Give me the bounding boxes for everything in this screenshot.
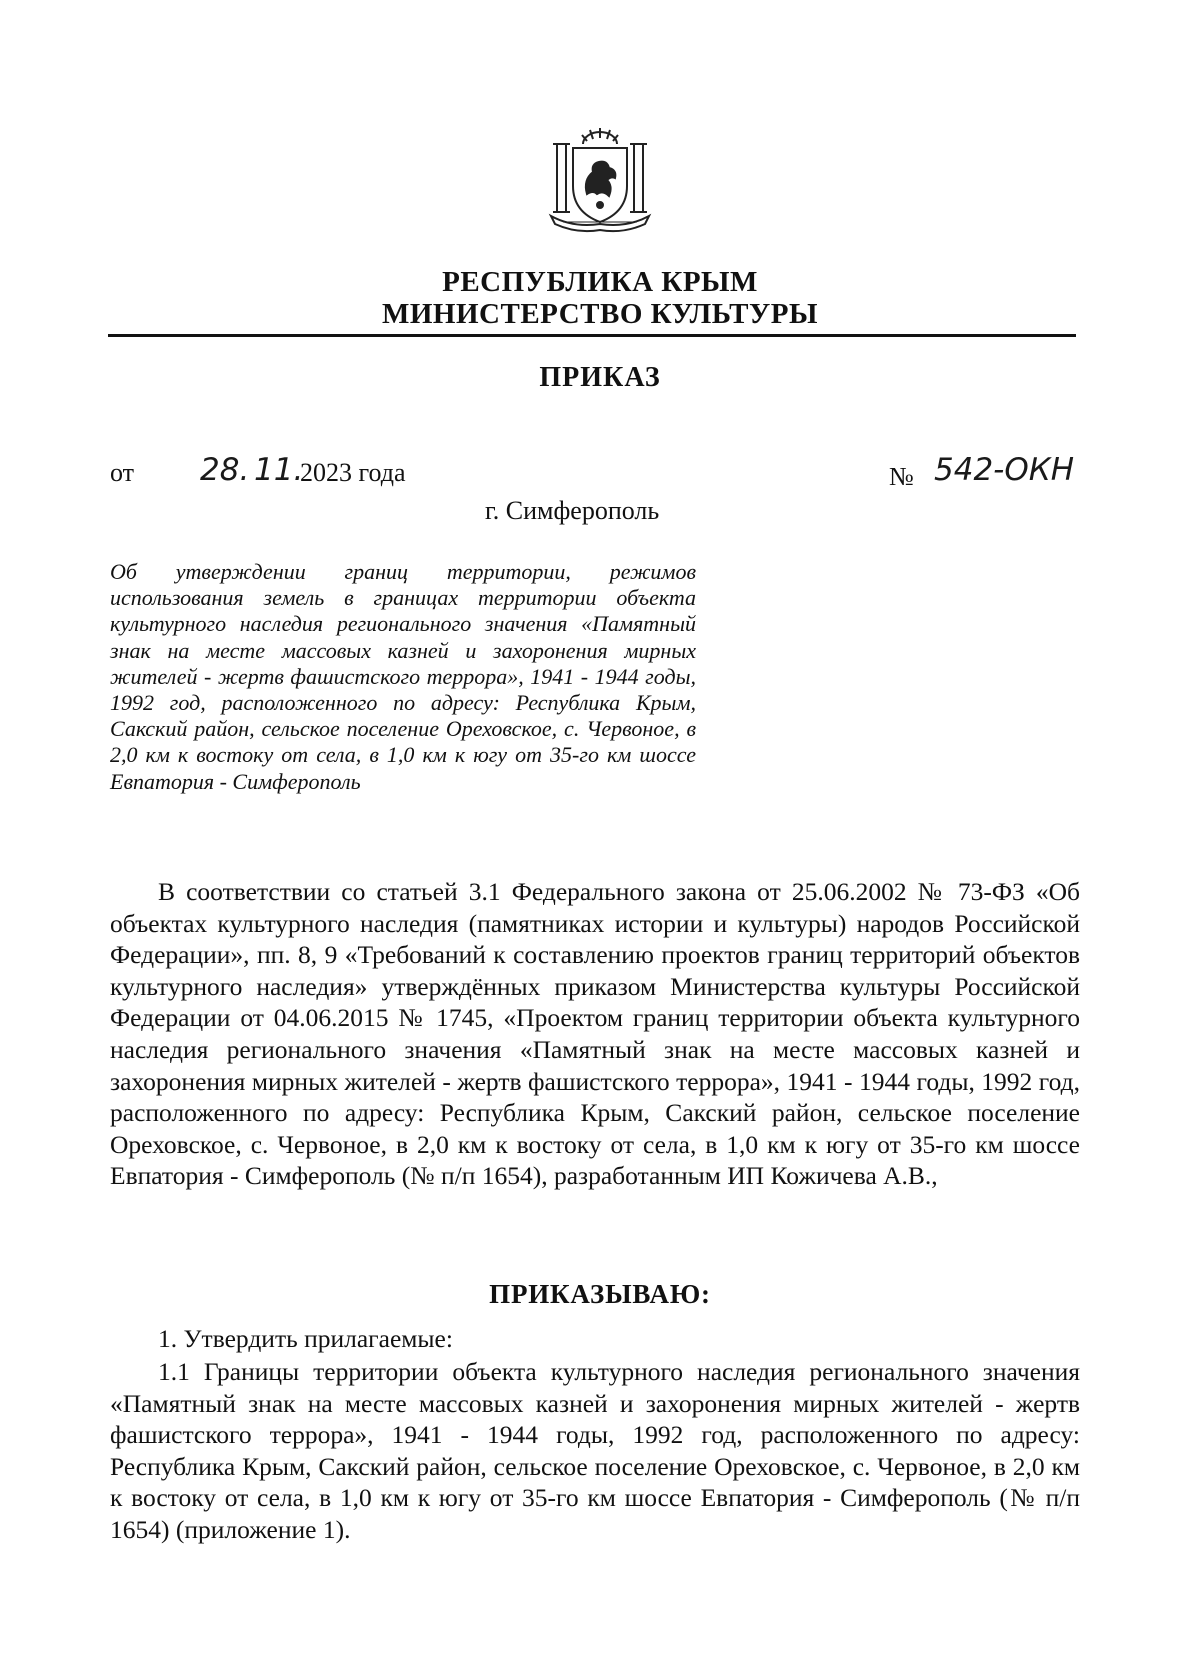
number-sign: № [889,462,914,491]
document-type: ПРИКАЗ [539,362,661,393]
handwritten-document-number: 542-ОКН [934,452,1075,488]
order-heading: ПРИКАЗЫВАЮ: [489,1279,711,1309]
ministry-title: МИНИСТЕРСТВО КУЛЬТУРЫ [382,298,818,330]
order-item-1: 1. Утвердить прилагаемые: [158,1324,453,1353]
handwritten-date-month: 11. [254,452,304,488]
handwritten-date-day: 28. [200,452,250,488]
preamble-paragraph: В соответствии со статьей 3.1 Федерального закона от 25.06.2002 № 73-ФЗ «Об объектах культурного наследия (памятниках истории и культуры) народов Российской Федерации», пп. 8, 9 «Требований к составлению проектов границ территорий объектов культурного наследия» утверждённых приказом Министерства культуры Российской Федерации от 04.06.2015 № 1745, «Проектом границ территории объекта культурного наследия регионального значения «Памятный знак на месте массовых казней и захоронения мирных жителей - жертв фашистского террора», 1941 - 1944 годы, 1992 год, расположенного по адресу: Республика Крым, Сакский район, сельское поселение Ореховское, с. Червоное, в 2,0 км к востоку от села, в 1,0 км к югу от 35-го км шоссе Евпатория - Симферополь (№ п/п 1654), разработанным ИП Кожичева А.В., [110,877,1080,1191]
date-year: 2023 года [300,458,406,487]
republic-title: РЕСПУБЛИКА КРЫМ [442,266,758,298]
coat-of-arms-emblem [543,124,657,236]
date-prefix: от [110,458,135,487]
document-subject: Об утверждении границ территории, режимов использования земель в границах территории объекта культурного наследия регионального значения «Памятный знак на месте массовых казней и захоронения мирных жителей - жертв фашистского террора», 1941 - 1944 годы, 1992 год, расположенного по адресу: Республика Крым, Сакский район, сельское поселение Ореховское, с. Червоное, в 2,0 км к востоку от села, в 1,0 км к югу от 35-го км шоссе Евпатория - Симферополь [110,559,696,794]
order-item-1-1: 1.1 Границы территории объекта культурного наследия регионального значения «Памятный знак на месте массовых казней и захоронения мирных жителей - жертв фашистского террора», 1941 - 1944 годы, 1992 год, расположенного по адресу: Республика Крым, Сакский район, сельское поселение Ореховское, с. Червоное, в 2,0 км к востоку от села, в 1,0 км к югу от 35-го км шоссе Евпатория - Симферополь (№ п/п 1654) (приложение 1). [110,1357,1080,1544]
city-line: г. Симферополь [485,496,660,525]
header-divider [108,334,1076,337]
